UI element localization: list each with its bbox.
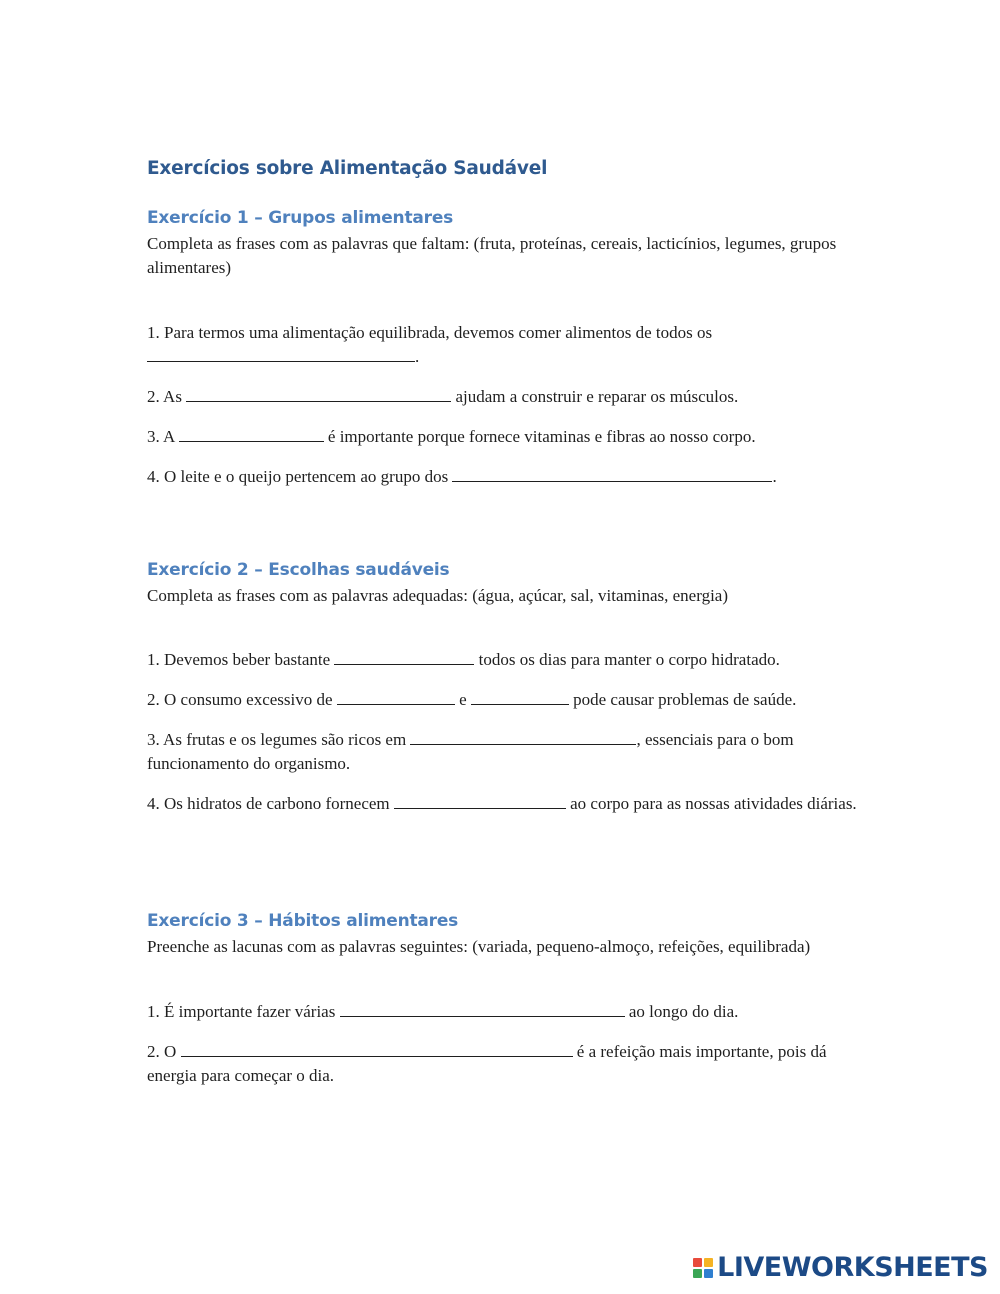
question-text: . [415, 347, 420, 366]
answer-blank[interactable] [340, 1002, 625, 1017]
logo-square-yellow [704, 1258, 713, 1267]
exercise-3-title: Exercício 3 – Hábitos alimentares [147, 911, 459, 931]
exercise-2-question-3 [147, 728, 867, 776]
logo-text: LIVEWORKSHEETS [717, 1252, 988, 1283]
question-text: , essenciais para o bom funcionamento do organismo. [147, 730, 794, 773]
question-text: 3. A [147, 427, 175, 446]
question-text: ao longo do dia. [628, 1002, 739, 1021]
answer-blank[interactable] [334, 650, 474, 665]
question-text: e [459, 690, 467, 709]
answer-blank[interactable] [452, 467, 772, 482]
question-text: é importante porque fornece vitaminas e fibras ao nosso corpo. [327, 427, 756, 446]
question-text: 2. O consumo excessivo de [147, 690, 333, 709]
exercise-2-instruction: Completa as frases com as palavras adequadas: (água, açúcar, sal, vitaminas, energia) [147, 586, 729, 605]
answer-blank[interactable] [147, 347, 415, 362]
answer-blank[interactable] [337, 690, 455, 705]
exercise-3-question-2 [147, 1040, 867, 1088]
question-text: 4. O leite e o queijo pertencem ao grupo dos [147, 467, 449, 486]
exercise-1-question-4 [147, 465, 867, 489]
liveworksheets-logo [693, 1253, 988, 1283]
question-text: todos os dias para manter o corpo hidratado. [478, 650, 780, 669]
question-text: 1. Para termos uma alimentação equilibrada, devemos comer alimentos de todos os [147, 323, 713, 342]
document-title: Exercícios sobre Alimentação Saudável [147, 158, 548, 179]
exercise-1-title: Exercício 1 – Grupos alimentares [147, 208, 454, 228]
answer-blank[interactable] [186, 387, 451, 402]
logo-mark-icon [693, 1258, 713, 1278]
question-text: 2. As [147, 387, 182, 406]
exercise-2-title: Exercício 2 – Escolhas saudáveis [147, 560, 450, 580]
exercise-2 [147, 558, 867, 816]
exercise-3-instruction: Preenche as lacunas com as palavras seguintes: (variada, pequeno-almoço, refeições, equilibrada) [147, 937, 811, 956]
answer-blank[interactable] [471, 690, 569, 705]
question-text: 1. Devemos beber bastante [147, 650, 331, 669]
logo-square-blue [704, 1269, 713, 1278]
question-text: . [772, 467, 777, 486]
exercise-1-question-2 [147, 385, 867, 409]
question-text: pode causar problemas de saúde. [573, 690, 797, 709]
question-text: 4. Os hidratos de carbono fornecem [147, 794, 390, 813]
exercise-2-question-4 [147, 792, 867, 816]
logo-square-red [693, 1258, 702, 1267]
answer-blank[interactable] [179, 427, 324, 442]
logo-square-green [693, 1269, 702, 1278]
exercise-2-question-1 [147, 648, 867, 672]
exercise-3-question-1 [147, 1000, 867, 1024]
answer-blank[interactable] [394, 794, 566, 809]
exercise-2-question-2 [147, 688, 867, 712]
question-text: 2. O [147, 1042, 177, 1061]
question-text: é a refeição mais importante, pois dá energia para começar o dia. [147, 1042, 827, 1085]
exercise-1 [147, 206, 867, 489]
exercise-1-question-1 [147, 321, 867, 369]
answer-blank[interactable] [410, 730, 636, 745]
exercise-1-instruction: Completa as frases com as palavras que faltam: (fruta, proteínas, cereais, lacticínios, legumes, grupos alimentares) [147, 234, 837, 277]
question-text: 1. É importante fazer várias [147, 1002, 336, 1021]
exercise-1-question-3 [147, 425, 867, 449]
question-text: ajudam a construir e reparar os músculos. [455, 387, 739, 406]
exercise-3 [147, 909, 867, 1088]
question-text: 3. As frutas e os legumes são ricos em [147, 730, 407, 749]
answer-blank[interactable] [181, 1042, 573, 1057]
question-text: ao corpo para as nossas atividades diárias. [570, 794, 857, 813]
